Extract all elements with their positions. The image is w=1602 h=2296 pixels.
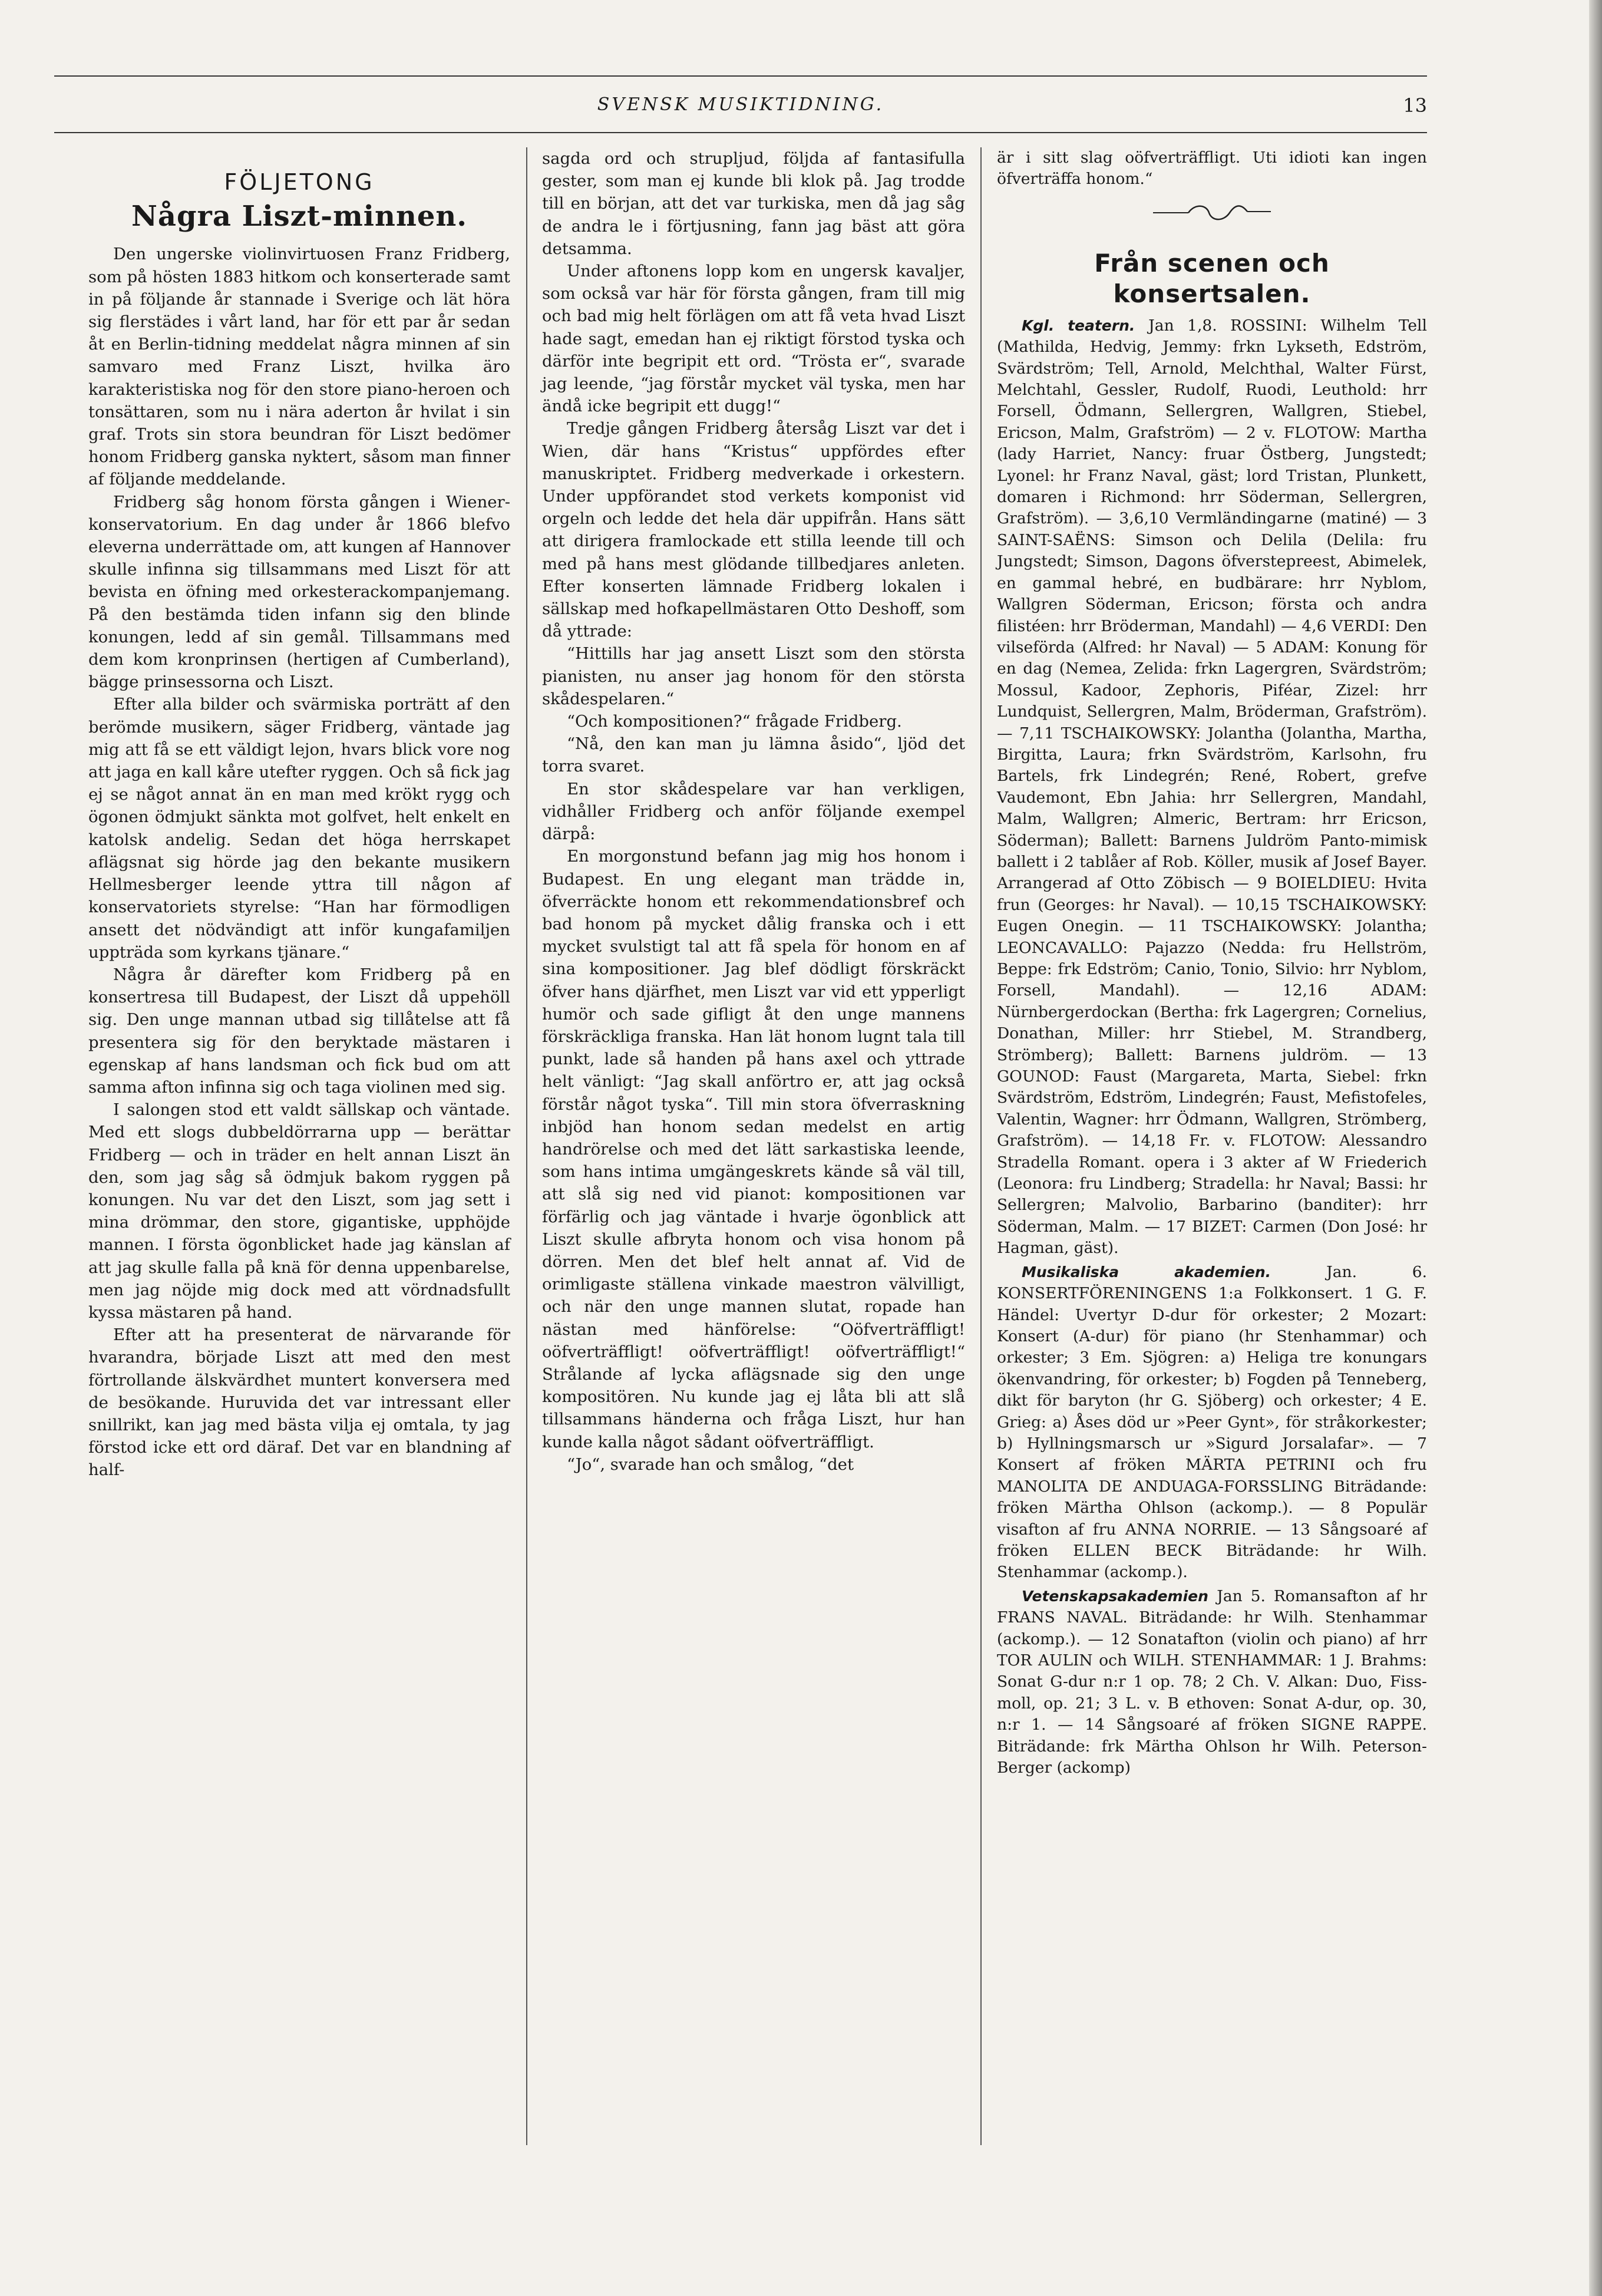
column-2 [542,147,965,1476]
feuilleton-label: FÖLJETONG [224,169,375,195]
running-title: SVENSK MUSIKTIDNING. [597,94,884,115]
listing-text: Jan 5. Romansafton af hr FRANS NAVAL. Biträdande: hr Wilh. Stenhammar (ackomp.). — 12 Sonatafton (violin och piano) af hrr TOR AULIN och WILH. STENHAMMAR: 1 J. Brahms: Sonat G-dur n:r 1 op. 78; 2 Ch. V. Alkan: Duo, Fiss-moll, op. 21; 3 L. v. B ethoven: Sonat A-dur, op. 30, n:r 1. — 14 Sångsoaré af fröken SIGNE RAPPE. Biträdande: frk Märtha Ohlson hr Wilh. Peterson-Berger (ackomp) [997,1586,1428,1777]
column-divider [526,147,527,2145]
article-paragraph: Fridberg såg honom första gången i Wiener-konservatorium. En dag under år 1866 blefvo eleverna underrättade om, att kungen af Hannover skulle infinna sig tillsammans med Liszt för att bevista en öfning med orkesterackompanjemang. På den bestämda tiden infann sig den blinde konungen, ledd af sin gemål. Tillsammans med dem kom kronprinsen (hertigen af Cumberland), bägge prinsessorna och Liszt. [88,492,510,692]
page-number: 13 [1403,94,1427,117]
column-1 [88,147,510,1482]
article-paragraph: I salongen stod ett valdt sällskap och väntade. Med ett slogs dubbeldörrarna upp — berättar Fridberg — och in träder en helt annan Liszt än den, som jag såg så ödmjuk bakom ryggen på konungen. Nu var det den Liszt, som jag sett i mina drömmar, den store, gigantiske, upphöjde mannen. I första ögonblicket hade jag känslan af att jag skulle falla på knä för denna uppenbarelse, men jag nöjde mig dock med att vördnadsfullt kyssa mästaren på hand. [88,1100,510,1322]
listing-venue: Musikaliska akademien. [1022,1263,1327,1281]
section-heading: Från scenen och konsertsalen. [1094,248,1330,308]
article-paragraph: En morgonstund befann jag mig hos honom i Budapest. En ung elegant man trädde in, öfverräckte honom ett rekommendationsbref och bad honom på mycket dålig franska och i ett mycket svulstigt tal att få spela för honom en af sina kompositioner. Jag blef dödligt förskräckt öfver hans djärfhet, men Liszt var vid ett ypperligt humör och sade gifligt åt den unge mannens förskräckliga franska. Han lät honom lugnt tala till punkt, lade så handen på hans axel och yttrade helt vänligt: “Jag skall anförtro er, att jag också förstår något tyska“. Till min stora öfverraskning inbjöd han honom sedan medelst en artig handrörelse och med det lätt sarkastiska leende, som hans intima umgängeskrets kände så väl till, att slå sig ned vid pianot: kompositionen var förfärlig och jag väntade i hvarje ögonblick att Liszt skulle afbryta honom och visa honom på dörren. Men det blef helt annat af. Vid de orimligaste ställena vinkade maestron välvilligt, och när den unge mannen slutat, ropade han nästan med hänförelse: “Oöfverträffligt! oöfverträffligt! oöfverträffligt! oöfverträffligt!“ Strålande af lycka aflägsnade sig den unge kompositören. Nu kunde jag ej låta bli att slå tillsammans händerna och fråga Liszt, hur han kunde kalla något sådant oöfverträffligt. [542,847,965,1452]
scan-page-edge [1589,0,1602,2296]
article-title: Några Liszt-minnen. [131,200,467,233]
article-paragraph: Efter att ha presenterat de närvarande för hvarandra, började Liszt att med den mest förtrollande älskvärdhet muntert konversera med de besökande. Huruvida det var intressant eller snillrikt, kan jag med bästa vilja ej omtala, ty jag förstod icke ett ord däraf. Det var en blandning af half- [88,1325,510,1480]
listing-entry [997,1586,1427,1779]
article-paragraph: Tredje gången Fridberg återsåg Liszt var det i Wien, där hans “Kristus“ uppfördes efter manuskriptet. Fridberg medverkade i orkestern. Under uppförandet stod verkets komponist vid orgeln och ledde det hela där uppifrån. Hans sätt att dirigera framlockade ett stilla leende till och med på hans mest glödande tillbedjares anleten. Efter konserten lämnade Fridberg lokalen i sällskap med hofkapellmästaren Otto Deshoff, som då yttrade: [542,419,965,641]
column-3 [997,147,1427,1781]
listing-venue: Kgl. teatern. [1022,316,1149,334]
article-paragraph: Under aftonens lopp kom en ungersk kavaljer, som också var här för första gången, fram till mig och bad mig helt förlägen om att få veta hvad Liszt hade sagt, emedan han ej riktigt förstod tyska och därför inte begripit ett ord. “Trösta er“, svarade jag leende, “jag förstår mycket väl tyska, men har ändå icke begripit ett dugg!“ [542,262,965,416]
article-paragraph: “Jo“, svarade han och smålog, “det [567,1454,854,1474]
article-paragraph: är i sitt slag oöfverträffligt. Uti idioti kan ingen öfverträffa honom.“ [997,149,1427,189]
article-paragraph: Den ungerske violinvirtuosen Franz Fridberg, som på hösten 1883 hitkom och konserterade samt in på följande år stannade i Sverige och lät höra sig flerstädes i vårt land, har för ett par år sedan åt en Berlin-tidning meddelat några minnen af sin samvaro med Franz Liszt, hvilka äro karakteristiska nog för den store piano-heroen och tonsättaren, som nu i nära aderton år hvilat i sin graf. Trots sin stora beundran för Liszt bedömer honom Fridberg ganska nyktert, såsom man finner af följande meddelande. [88,245,510,489]
article-paragraph: Några år därefter kom Fridberg på en konsertresa till Budapest, der Liszt då uppehöll sig. Den unge mannan utbad sig tillåtelse att få presentera sig för den beryktade mästaren i egenskap af hans landsman och fick bud om att samma afton infinna sig och taga violinen med sig. [88,965,510,1097]
listing-text: Jan. 6. KONSERTFÖRENINGENS 1:a Folkkonsert. 1 G. F. Händel: Uvertyr D-dur för orkester; 2 Mozart: Konsert (A-dur) för piano (hr Stenhammar) och orkester; 3 Em. Sjögren: a) Heliga tre konungars ökenvandring, för orkester; b) Fogden på Tenneberg, dikt för baryton (hr G. Sjöberg) och orkester; 4 E. Grieg: a) Åses död ur »Peer Gynt», för stråkorkester; b) Hyllningsmarsch ur »Sigurd Jorsalafar». — 7 Konsert af fröken MÄRTA PETRINI och fru MANOLITA DE ANDUAGA-FORSSLING Biträdande: fröken Märtha Ohlson (ackomp.). — 8 Populär visafton af fru ANNA NORRIE. — 13 Sångsoaré af fröken ELLEN BECK Biträdande: hr Wilh. Stenhammar (ackomp.). [997,1262,1427,1582]
article-paragraph: Efter alla bilder och svärmiska porträtt af den berömde musikern, säger Fridberg, väntade jag mig att få se ett väldigt lejon, hvars blick vore nog att jaga en kall kåre utefter ryggen. Och så fick jag ej se något annat än en man med krökt rygg och ögonen ödmjukt sänkta mot golfvet, helt enkelt en katolsk andelig. Sedan det höga herrskapet aflägsnat sig hörde jag den bekante musikern Hellmesberger leende yttra till någon af konservatoriets styrelse: “Han har förmodligen ansett det nödvändigt att inför kungafamiljen uppträda som kyrkans tjänare.“ [88,695,510,962]
article-paragraph: sagda ord och strupljud, följda af fantasifulla gester, som man ej kunde bli klok på. Jag trodde till en början, att det var turkiska, men då jag såg de andra le i förtjusning, fann jag bäst att göra detsamma. [542,149,965,258]
running-head [54,94,1427,124]
article-paragraph: “Hittills har jag ansett Liszt som den största pianisten, nu anser jag honom för den största skådespelaren.“ [542,644,965,708]
listing-text: Jan 1,8. ROSSINI: Wilhelm Tell (Mathilda, Hedvig, Jemmy: frkn Lykseth, Edström, Svärdström; Tell, Arnold, Melchthal, Walter Fürst, Melchtahl, Gessler, Rudolf, Ruodi, Leuthold: hrr Forsell, Ödmann, Sellergren, Wallgren, Stiebel, Ericson, Malm, Grafström) — 2 v. FLOTOW: Martha (lady Harriet, Nancy: fruar Östberg, Jungstedt; Lyonel: hr Franz Naval, gäst; lord Tristan, Plunkett, domaren i Richmond: hrr Söderman, Sellergren, Grafström). — 3,6,10 Vermländingarne (matiné) — 3 SAINT-SAËNS: Simson och Delila (Delila: fru Jungstedt; Simson, Dagons öfverstepreest, Abimelek, en gammal hebré, en budbärare: hrr Nyblom, Wallgren Söderman, Ericson; första och andra filistéen: hrr Bröderman, Mandahl) — 4,6 VERDI: Den vilseförda (Alfred: hr Naval) — 5 ADAM: Konung för en dag (Nemea, Zelida: frkn Lagergren, Svärdström; Mossul, Kadoor, Zephoris, Piféar, Zizel: hrr Lundquist, Sellergren, Malm, Bröderman, Grafström). — 7,11 TSCHAIKOWSKY: Jolantha (Jolantha, Martha, Birgitta, Laura; frkn Svärdström, Karlsohn, fru Bartels, frk Lindegrén; René, Robert, grefve Vaudemont, Ebn Jahia: hrr Sellergren, Mandahl, Malm, Wallgren; Almeric, Bertram: hrr Ericson, Söderman); Ballett: Barnens Juldröm Panto-mimisk ballett i 2 tablåer af Rob. Köller, musik af Josef Bayer. Arrangerad af Otto Zöbisch — 9 BOIELDIEU: Hvita frun (Georges: hr Naval). — 10,15 TSCHAIKOWSKY: Eugen Onegin. — 11 TSCHAIKOWSKY: Jolantha; LEONCAVALLO: Pajazzo (Nedda: fru Hellström, Beppe: frk Edström; Canio, Tonio, Silvio: hrr Nyblom, Forsell, Mandahl). — 12,16 ADAM: Nürnbergerdockan (Bertha: frk Lagergren; Cornelius, Donathan, Miller: hrr Stiebel, M. Strandberg, Strömberg); Ballett: Barnens juldröm. — 13 GOUNOD: Faust (Margareta, Marta, Siebel: frkn Svärdström, Edström, Lindegrén; Faust, Mefistofeles, Valentin, Wagner: hrr Ödmann, Wallgren, Strömberg, Grafström). — 14,18 Fr. v. FLOTOW: Alessandro Stradella Romant. opera i 3 akter af W Friederich (Leonora: fru Lindberg; Stradella: hr Naval; Bassi: hr Sellergren; Malvolio, Barbarino (banditer): hrr Söderman, Malm. — 17 BIZET: Carmen (Don José: hr Hagman, gäst). [997,316,1427,1258]
column-divider [980,147,982,2145]
article-paragraph: “Nå, den kan man ju lämna åsido“, ljöd det torra svaret. [542,734,965,776]
listing-entry [997,1262,1427,1584]
article-paragraph: “Och kompositionen?“ frågade Fridberg. [567,712,902,731]
ornament-flourish-icon [1147,201,1277,225]
header-rule [54,132,1427,133]
listing-entry [997,315,1427,1259]
listing-venue: Vetenskapsakademien [1022,1587,1217,1605]
top-rule [54,75,1427,77]
article-paragraph: En stor skådespelare var han verkligen, vidhåller Fridberg och anför följande exempel därpå: [542,779,965,844]
